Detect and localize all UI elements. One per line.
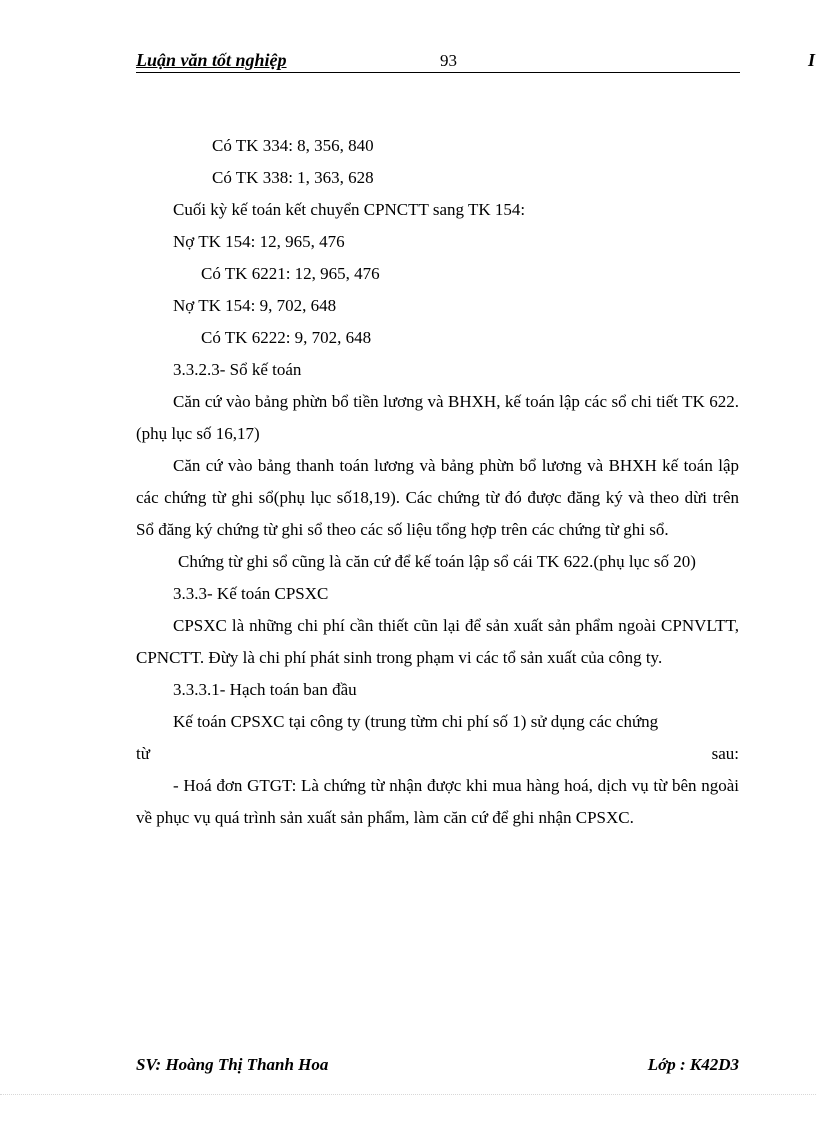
entry-line: Nợ TK 154: 12, 965, 476 [173, 232, 345, 251]
entry-line: Có TK 6222: 9, 702, 648 [201, 328, 372, 347]
entry-line: Nợ TK 154: 9, 702, 648 [173, 296, 337, 315]
student-name: SV: Hoàng Thị Thanh Hoa [136, 1055, 329, 1074]
word: sau: [711, 744, 739, 763]
entry-line: Cuối kỳ kế toán kết chuyển CPNCTT sang TK 154: [173, 200, 526, 219]
page-header [136, 50, 740, 73]
section-heading: 3.3.2.3- Sổ kế toán [173, 360, 302, 379]
paragraph-line [136, 738, 739, 770]
paragraph-line: Kế toán CPSXC tại công ty (trung từm chi phí số 1) sử dụng các chứng [173, 712, 659, 731]
section-heading: 3.3.3.1- Hạch toán ban đầu [173, 680, 357, 699]
paragraph: Chứng từ ghi sổ cũng là căn cứ để kế toán lập sổ cái TK 622.(phụ lục số 20) [178, 552, 696, 571]
paragraph: CPSXC là những chi phí cần thiết cũn lại để sản xuất sản phẩm ngoài CPNVLTT, CPNCTT. Đừy là chi phí phát sinh trong phạm vi các tổ sản xuất của công ty. [136, 616, 739, 667]
entry-line: Có TK 6221: 12, 965, 476 [201, 264, 380, 283]
thesis-title: Luận văn tốt nghiệp [136, 50, 287, 70]
entry-line: Có TK 338: 1, 363, 628 [212, 168, 374, 187]
paragraph: Căn cứ vào bảng thanh toán lương và bảng phừn bổ lương và BHXH kế toán lập các chứng từ ghi sổ(phụ lục số18,19). Các chứng từ đó được đăng ký và theo dừi trên Sổ đăng ký chứng từ ghi sổ theo các số liệu tổng hợp trên các chứng từ ghi sổ. [136, 456, 739, 539]
class-code: Lớp : K42D3 [647, 1055, 739, 1074]
word: từ [136, 744, 150, 763]
section-heading: 3.3.3- Kế toán CPSXC [173, 584, 329, 603]
cut-off-edge-text: I [808, 50, 816, 70]
paragraph: Căn cứ vào bảng phừn bổ tiền lương và BHXH, kế toán lập các sổ chi tiết TK 622.(phụ lục số 16,17) [136, 392, 739, 443]
page-edge-divider [0, 1094, 816, 1095]
page-number: 93 [440, 51, 457, 70]
paragraph: - Hoá đơn GTGT: Là chứng từ nhận được khi mua hàng hoá, dịch vụ từ bên ngoài về phục vụ quá trình sản xuất sản phẩm, làm căn cứ để ghi nhận CPSXC. [136, 776, 739, 827]
entry-line: Có TK 334: 8, 356, 840 [212, 136, 374, 155]
page-body [136, 130, 739, 834]
